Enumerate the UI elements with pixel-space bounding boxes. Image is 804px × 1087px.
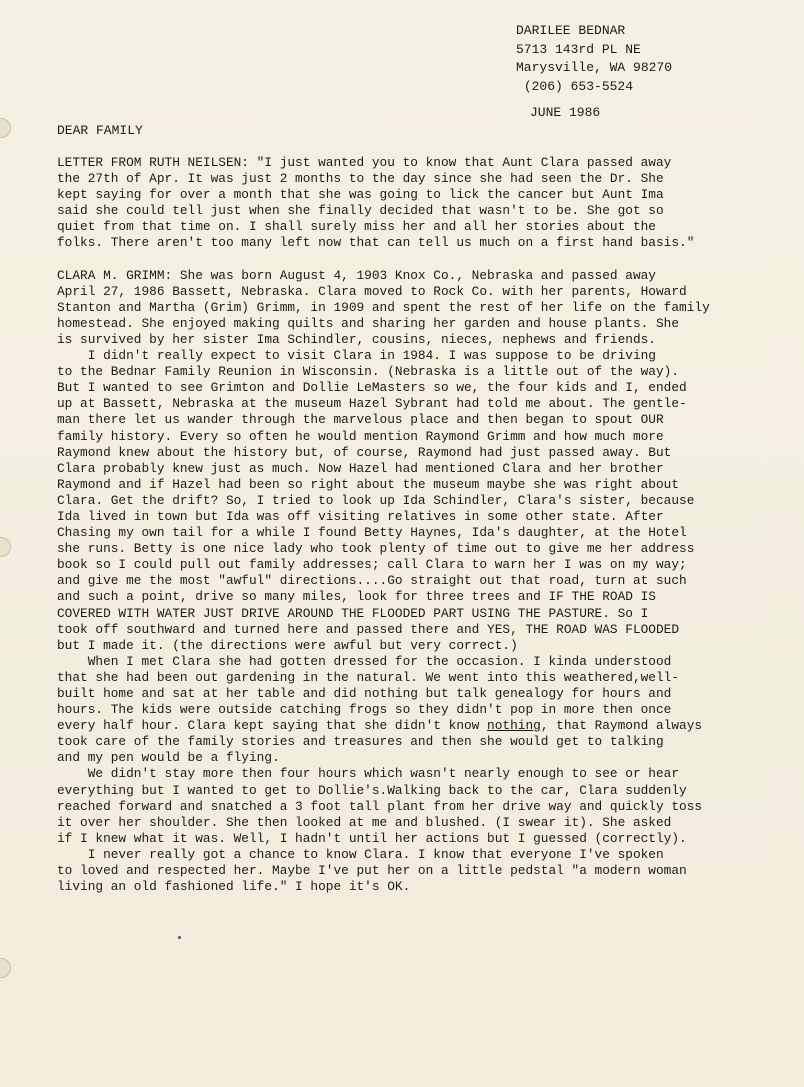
punch-hole (0, 118, 11, 138)
body-line: to the Bednar Family Reunion in Wisconsin. (Nebraska is a little out of the way). (57, 364, 680, 380)
body-line: the 27th of Apr. It was just 2 months to the day since she had seen the Dr. She (57, 171, 664, 187)
body-line: everything but I wanted to get to Dollie's.Walking back to the car, Clara suddenly (57, 782, 687, 798)
body-line: CLARA M. GRIMM: She was born August 4, 1903 Knox Co., Nebraska and passed away (57, 267, 656, 283)
body-line: I didn't really expect to visit Clara in 1984. I was suppose to be driving (57, 348, 656, 364)
body-line: took off southward and turned here and passed there and YES, THE ROAD WAS FLOODED (57, 621, 680, 637)
body-line: said she could tell just when she finally decided that wasn't to be. She got so (57, 203, 664, 219)
body-line: built home and sat at her table and did nothing but talk genealogy for hours and (57, 686, 672, 701)
sender-phone: (206) 653-5524 (523, 78, 634, 94)
underlined-word: nothing (487, 718, 541, 734)
body-line: if I knew what it was. Well, I hadn't until her actions but I guessed (correctly). (57, 830, 687, 846)
body-line: Raymond and if Hazel had been so right about the museum maybe she was right about (57, 476, 680, 492)
body-line: Clara probably knew just as much. Now Hazel had mentioned Clara and her brother (57, 460, 664, 476)
body-line: I never really got a chance to know Clara. I know that everyone I've spoken (57, 846, 664, 862)
body-line: reached forward and snatched a 3 foot tall plant from her drive way and quickly toss (57, 798, 703, 814)
sender-city: Marysville, WA 98270 (516, 60, 673, 76)
body-line: But I wanted to see Grimton and Dollie LeMasters so we, the four kids and I, ended (57, 380, 687, 396)
punch-hole (0, 958, 11, 978)
ink-dot (178, 936, 181, 939)
body-line: April 27, 1986 Bassett, Nebraska. Clara moved to Rock Co. with her parents, Howard (57, 283, 687, 299)
body-line: living an old fashioned life." I hope it's OK. (57, 879, 411, 895)
body-line: quiet from that time on. I shall surely miss her and all her stories about the (57, 219, 656, 235)
body-line: it over her shoulder. She then looked at me and blushed. (I swear it). She asked (57, 814, 672, 830)
body-line: folks. There aren't too many left now that can tell us much on a first hand basis." (57, 235, 695, 251)
body-line: Stanton and Martha (Grim) Grimm, in 1909 and spent the rest of her life on the family (57, 299, 710, 315)
body-line: kept saying for over a month that she was going to lick the cancer but Aunt Ima (57, 187, 664, 203)
letter-body (57, 155, 792, 895)
body-line: book so I could pull out family addresses; call Clara to warn her I was on my way; (57, 557, 687, 573)
letter-date: JUNE 1986 (530, 105, 601, 120)
body-line: took care of the family stories and treasures and then she would get to talking (57, 734, 664, 750)
body-line: to loved and respected her. Maybe I've put her on a little pedstal "a modern woman (57, 863, 687, 879)
body-line: Clara. Get the drift? So, I tried to look up Ida Schindler, Clara's sister, because (57, 492, 695, 508)
body-line: man there let us wander through the marvelous place and then began to spout OUR (57, 412, 664, 428)
body-line: LETTER FROM RUTH NEILSEN: "I just wanted you to know that Aunt Clara passed away (57, 155, 672, 170)
body-line: homestead. She enjoyed making quilts and sharing her garden and house plants. She (57, 315, 680, 331)
body-line: that she had been out gardening in the natural. We went into this weathered,well- (57, 669, 680, 685)
body-line: family history. Every so often he would mention Raymond Grimm and how much more (57, 428, 664, 444)
body-line: every half hour. Clara kept saying that she didn't know nothing, that Raymond always (57, 718, 703, 734)
sender-name: DARILEE BEDNAR (516, 23, 626, 38)
body-line: up at Bassett, Nebraska at the museum Hazel Sybrant had told me about. The gentle- (57, 396, 687, 412)
body-line: Ida lived in town but Ida was off visiting relatives in some other state. After (57, 508, 664, 524)
body-line: Chasing my own tail for a while I found Betty Haynes, Ida's daughter, at the Hotel (57, 525, 687, 541)
body-line: hours. The kids were outside catching frogs so they didn't pop in more then once (57, 702, 672, 718)
sender-address-block (516, 22, 672, 96)
body-line: she runs. Betty is one nice lady who took plenty of time out to give me her address (57, 541, 695, 557)
body-line: We didn't stay more then four hours which wasn't nearly enough to see or hear (57, 766, 680, 782)
body-line: and my pen would be a flying. (57, 750, 280, 766)
sender-street: 5713 143rd PL NE (516, 41, 641, 57)
body-line: is survived by her sister Ima Schindler, cousins, nieces, nephews and friends. (57, 331, 656, 347)
greeting: DEAR FAMILY (57, 123, 143, 138)
body-line: but I made it. (the directions were awful but very correct.) (57, 637, 518, 653)
body-line: Raymond knew about the history but, of course, Raymond had just passed away. But (57, 444, 672, 460)
punch-hole (0, 537, 11, 557)
body-line: and such a point, drive so many miles, look for three trees and IF THE ROAD IS (57, 589, 656, 605)
body-line: COVERED WITH WATER JUST DRIVE AROUND THE FLOODED PART USING THE PASTURE. So I (57, 605, 649, 621)
body-line: When I met Clara she had gotten dressed for the occasion. I kinda understood (57, 653, 672, 669)
paragraph-ruth-neilsen (57, 155, 792, 252)
paragraph-clara-grimm (57, 268, 792, 896)
body-line: and give me the most "awful" directions....Go straight out that road, turn at such (57, 573, 687, 589)
